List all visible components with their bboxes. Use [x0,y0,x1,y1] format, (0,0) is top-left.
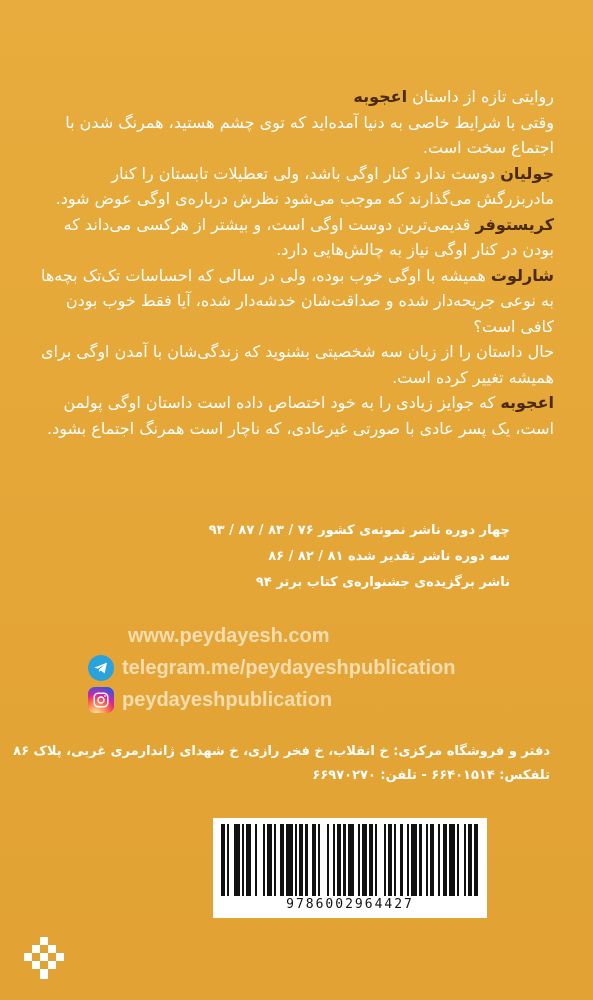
barcode-bars [221,824,479,896]
intro-text: روایتی تازه از داستان [407,87,554,106]
blurb-paragraph-5: حال داستان را از زبان سه شخصیتی بشنوید که زندگی‌شان با آمدن اوگی برای همیشه تغییر کرده است. [41,342,554,387]
julian-text: دوست ندارد کنار اوگی باشد، ولی تعطیلات تابستان را کنار مادربزرگش می‌گذارند که موجب می‌شود نظرش درباره‌ی اوگی عوض شود. [55,163,554,208]
blurb-paragraph-charlotte [34,263,554,340]
character-name-charlotte: شارلوت [490,265,554,285]
blurb-paragraph-julian [34,161,554,212]
character-name-christopher: کریستوفر [475,214,554,234]
website-link[interactable] [88,620,528,652]
instagram-link[interactable] [88,684,528,716]
publisher-address [13,740,550,788]
telegram-link[interactable] [88,652,528,684]
blurb-paragraph-christopher [34,212,554,263]
title-highlight-2: اعجوبه [500,393,554,412]
award-line-3: ناشر برگزیده‌ی جشنواره‌ی کتاب برتر ۹۴ [255,575,510,590]
isbn-barcode [213,818,487,918]
isbn-number: 9786002964427 [286,897,414,912]
award-line-1: چهار دوره ناشر نمونه‌ی کشور ۷۶ / ۸۳ / ۸۷ / ۹۳ [208,523,510,538]
charlotte-text: همیشه با اوگی خوب بوده، ولی در سالی که احساسات تک‌تک بچه‌ها به نوعی جریحه‌دار شده و صداقت‌شان خدشه‌دار شده، آیا فقط خوب بودن کافی است؟ [40,265,554,336]
instagram-icon [88,687,114,713]
blurb-intro [34,84,554,110]
instagram-text: peydayeshpublication [122,688,333,711]
phone-line: تلفکس: ۶۶۴۰۱۵۱۴ - تلفن: ۶۶۹۷۰۲۷۰ [312,768,550,783]
barcode-stripe [474,824,478,896]
title-highlight: اعجوبه [353,87,408,106]
closing-text: که جوایز زیادی را به خود اختصاص داده است داستان اوگی پولمن است، یک پسر عادی با صورتی غیرعادی، که ناچار است همرنگ اجتماع بشود. [46,393,554,438]
publisher-awards [150,518,510,596]
website-text: www.peydayesh.com [128,624,330,647]
address-line: دفتر و فروشگاه مرکزی: خ انقلاب، خ فخر رازی، خ شهدای ژاندارمری غربی، پلاک ۸۶ [13,744,550,759]
publisher-links [88,620,528,716]
blurb-paragraph-6 [34,390,554,441]
publisher-logo [22,935,66,981]
telegram-text: telegram.me/peydayeshpublication [122,656,456,679]
blurb [34,84,554,441]
character-name-julian: جولیان [500,163,554,183]
blurb-paragraph-1: وقتی با شرایط خاصی به دنیا آمده‌اید که توی چشم هستید، همرنگ شدن با اجتماع سخت است. [65,112,554,157]
award-line-2: سه دوره ناشر تقدیر شده ۸۱ / ۸۲ / ۸۶ [268,549,510,564]
christopher-text: قدیمی‌ترین دوست اوگی است، و بیشتر از هرکسی می‌داند که بودن در کنار اوگی نیاز به چالش‌هایی دارد. [63,214,554,259]
telegram-icon [88,655,114,681]
